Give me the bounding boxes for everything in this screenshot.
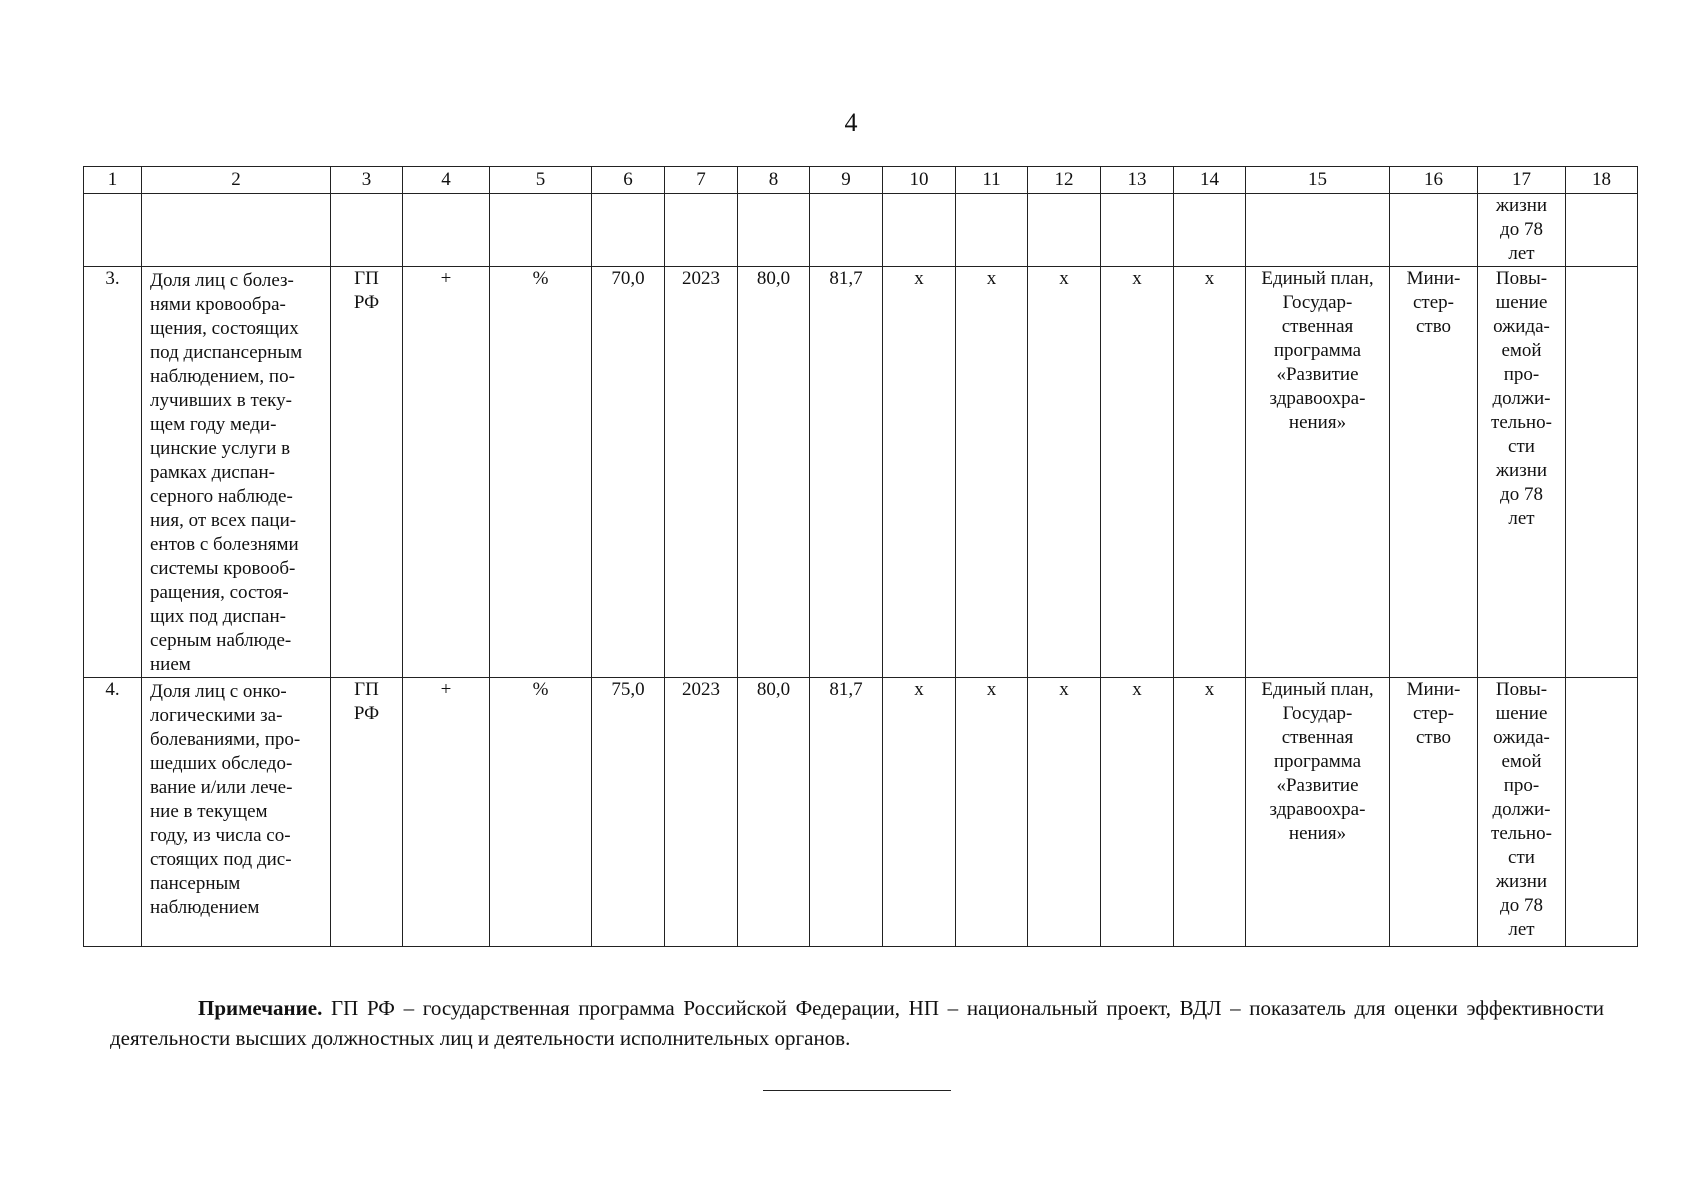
column-header: 14 [1174, 167, 1246, 194]
table-cell [592, 194, 665, 267]
value-cell: x [1028, 678, 1101, 947]
column-header: 5 [490, 167, 592, 194]
table-row-continuation [84, 194, 1638, 267]
value-cell: 80,0 [738, 267, 810, 678]
value-cell: x [883, 267, 956, 678]
table-cell [956, 194, 1028, 267]
direction-cell: + [403, 267, 490, 678]
column-header: 3 [331, 167, 403, 194]
table-cell [738, 194, 810, 267]
indicators-table [83, 166, 1638, 947]
column-header: 8 [738, 167, 810, 194]
base-value-cell: 70,0 [592, 267, 665, 678]
table-cell [1566, 194, 1638, 267]
program-cell: ГП РФ [331, 267, 403, 678]
value-cell: x [1174, 678, 1246, 947]
table-cell [490, 194, 592, 267]
footnote [110, 993, 1604, 1053]
table-cell [1028, 194, 1101, 267]
value-cell: 81,7 [810, 267, 883, 678]
table-cell [1101, 194, 1174, 267]
column-header: 10 [883, 167, 956, 194]
value-cell: x [1028, 267, 1101, 678]
column-header: 15 [1246, 167, 1390, 194]
column-header: 1 [84, 167, 142, 194]
column-header: 4 [403, 167, 490, 194]
unit-cell: % [490, 267, 592, 678]
table-cell [1390, 194, 1478, 267]
table-cell [331, 194, 403, 267]
table-cell [84, 194, 142, 267]
direction-cell: + [403, 678, 490, 947]
base-year-cell: 2023 [665, 678, 738, 947]
table-cell [403, 194, 490, 267]
column-header: 12 [1028, 167, 1101, 194]
column-header: 7 [665, 167, 738, 194]
row-number: 4. [84, 678, 142, 947]
table-row [84, 267, 1638, 678]
table-cell [1566, 678, 1638, 947]
footnote-text: ГП РФ – государственная программа Российской Федерации, НП – национальный проект, ВДЛ – показатель для оценки эффективности деятельности высших должностных лиц и деятельности исполнительных органов. [110, 996, 1604, 1050]
end-divider [763, 1090, 951, 1091]
table-cell [883, 194, 956, 267]
value-cell: x [1101, 267, 1174, 678]
unit-cell: % [490, 678, 592, 947]
goal-cell: Повы- шение ожида- емой про- должи- тельно- сти жизни до 78 лет [1478, 267, 1566, 678]
row-number: 3. [84, 267, 142, 678]
program-cell: ГП РФ [331, 678, 403, 947]
document-cell: Единый план, Государ- ственная программа «Развитие здравоохра- нения» [1246, 267, 1390, 678]
column-header: 6 [592, 167, 665, 194]
table-cell [1246, 194, 1390, 267]
value-cell: x [1174, 267, 1246, 678]
goal-cell: жизни до 78 лет [1478, 194, 1566, 267]
column-header: 18 [1566, 167, 1638, 194]
value-cell: x [956, 678, 1028, 947]
goal-cell: Повы- шение ожида- емой про- должи- тельно- сти жизни до 78 лет [1478, 678, 1566, 947]
column-header: 13 [1101, 167, 1174, 194]
value-cell: x [883, 678, 956, 947]
value-cell: x [1101, 678, 1174, 947]
table-cell [1566, 267, 1638, 678]
footnote-label: Примечание. [198, 996, 323, 1020]
base-value-cell: 75,0 [592, 678, 665, 947]
table-row [84, 678, 1638, 947]
value-cell: x [956, 267, 1028, 678]
page-number: 4 [844, 108, 858, 137]
column-header: 2 [142, 167, 331, 194]
indicator-name: Доля лиц с болез- нями кровообра- щения, состоящих под диспансерным наблюдением, по- лучивших в теку- щем году меди- цинские услуги в рамках диспан- серного наблюде- ния, от всех паци- ентов с болезнями системы кровооб- ращения, состоя- щих под диспан- серным наблюде- нием [142, 267, 331, 678]
responsible-cell: Мини- стер- ство [1390, 267, 1478, 678]
table-cell [810, 194, 883, 267]
value-cell: 80,0 [738, 678, 810, 947]
column-header: 11 [956, 167, 1028, 194]
base-year-cell: 2023 [665, 267, 738, 678]
document-cell: Единый план, Государ- ственная программа «Развитие здравоохра- нения» [1246, 678, 1390, 947]
indicator-name: Доля лиц с онко- логическими за- болеваниями, про- шедших обследо- вание и/или лече- ние в текущем году, из числа со- стоящих под дис- пансерным наблюдением [142, 678, 331, 947]
table-cell [665, 194, 738, 267]
table-cell [142, 194, 331, 267]
column-header: 17 [1478, 167, 1566, 194]
column-header: 16 [1390, 167, 1478, 194]
table-cell [1174, 194, 1246, 267]
responsible-cell: Мини- стер- ство [1390, 678, 1478, 947]
column-header: 9 [810, 167, 883, 194]
table-header-row [84, 167, 1638, 194]
value-cell: 81,7 [810, 678, 883, 947]
